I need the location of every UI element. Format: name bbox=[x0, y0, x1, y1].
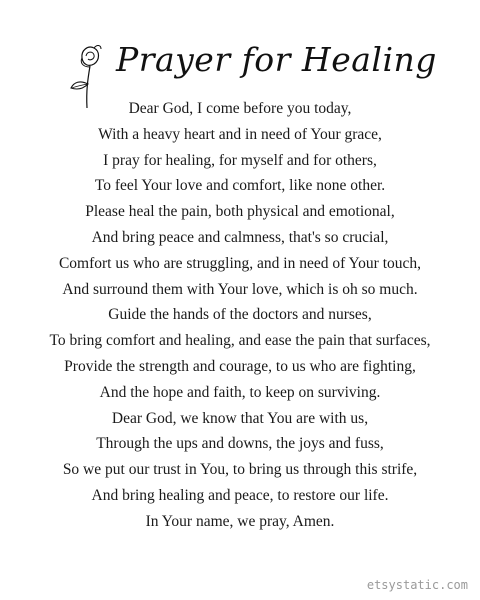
prayer-line: With a heavy heart and in need of Your grace, bbox=[98, 125, 382, 143]
prayer-line: Provide the strength and courage, to us who are fighting, bbox=[64, 357, 416, 375]
prayer-line: Dear God, we know that You are with us, bbox=[111, 409, 369, 427]
prayer-line: I pray for healing, for myself and for others, bbox=[103, 151, 377, 169]
prayer-line: And the hope and faith, to keep on surviving. bbox=[99, 383, 381, 401]
prayer-line: To feel Your love and comfort, like none other. bbox=[94, 177, 386, 195]
watermark: etsystatic.com bbox=[366, 578, 468, 592]
prayer-line: And surround them with Your love, which is oh so much. bbox=[62, 280, 418, 298]
prayer-line: Comfort us who are struggling, and in need of Your touch, bbox=[58, 254, 422, 272]
prayer-line: And bring healing and peace, to restore our life. bbox=[91, 486, 389, 504]
prayer-line: In Your name, we pray, Amen. bbox=[145, 512, 335, 530]
prayer-line: Through the ups and downs, the joys and fuss, bbox=[96, 435, 384, 453]
prayer-text bbox=[0, 96, 480, 535]
prayer-line: Guide the hands of the doctors and nurses, bbox=[108, 306, 372, 324]
prayer-line: Dear God, I come before you today, bbox=[128, 100, 352, 117]
prayer-line: So we put our trust in You, to bring us through this strife, bbox=[62, 461, 418, 479]
prayer-line: To bring comfort and healing, and ease the pain that surfaces, bbox=[49, 332, 431, 350]
prayer-line: Please heal the pain, both physical and emotional, bbox=[85, 203, 395, 221]
prayer-line: And bring peace and calmness, that's so crucial, bbox=[91, 228, 389, 246]
page-title: Prayer for Healing bbox=[116, 40, 437, 79]
